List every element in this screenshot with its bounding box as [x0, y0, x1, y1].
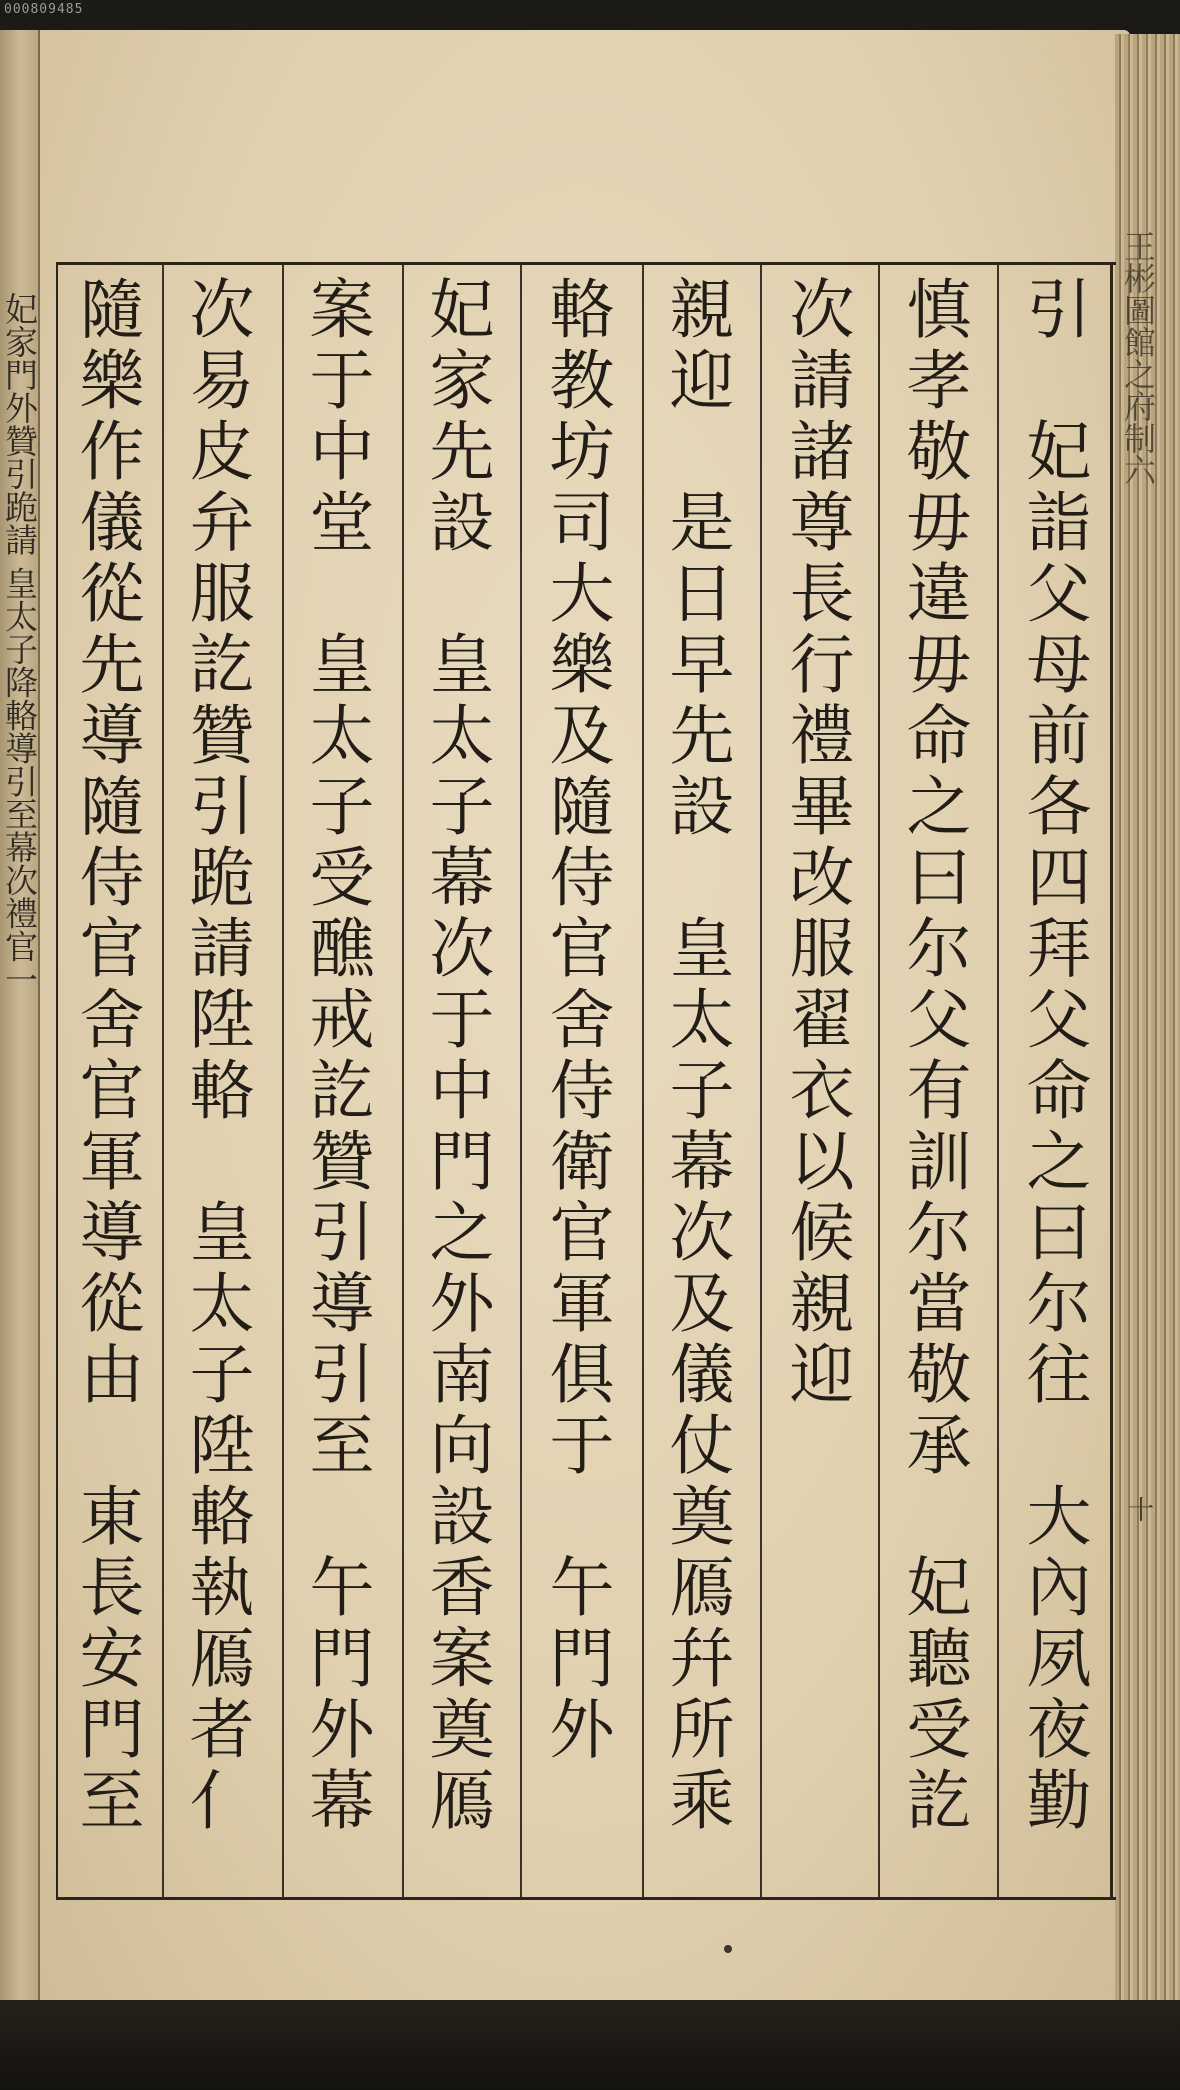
next-page-margin-print: 王彬圖館之府制六 — [1119, 230, 1157, 486]
column-divider — [997, 265, 999, 1897]
text-column-6: 妃家先設 皇太子幕次于中門之外南向設香案奠鴈 — [418, 275, 493, 1837]
column-divider — [760, 265, 762, 1897]
text-column-5: 輅教坊司大樂及隨侍官舍侍衛官軍俱于 午門外 — [538, 275, 613, 1766]
text-column-9: 隨樂作儀從先導隨侍官舍官軍導從由 東長安門至 — [68, 275, 143, 1837]
text-column-3: 次請諸尊長行禮畢改服翟衣以候親迎 — [778, 275, 853, 1411]
edge-mark: 十 — [1128, 1496, 1155, 1526]
column-divider — [878, 265, 880, 1897]
column-divider — [402, 265, 404, 1897]
facing-page-column: 妃家門外贊引跪請 皇太子降輅導引至幕次禮官一 — [0, 292, 39, 996]
frame-right-border — [1110, 262, 1113, 1900]
column-divider — [282, 265, 284, 1897]
text-column-2: 慎孝敬毋違毋命之曰尔父有訓尔當敬承 妃聽受訖 — [895, 275, 970, 1837]
text-column-1: 引 妃詣父母前各四拜父命之曰尔往 大內夙夜勤 — [1015, 275, 1090, 1837]
column-divider — [520, 265, 522, 1897]
ink-spot — [724, 1945, 732, 1953]
text-column-7: 案于中堂 皇太子受醮戒訖贊引導引至 午門外幕 — [298, 275, 373, 1837]
facing-page-edge — [0, 30, 40, 2040]
column-divider — [642, 265, 644, 1897]
text-column-8: 次易皮弁服訖贊引跪請陞輅 皇太子陞輅執鴈者亻 — [178, 275, 253, 1837]
column-divider — [162, 265, 164, 1897]
text-column-4: 親迎 是日早先設 皇太子幕次及儀仗奠鴈幷所乘 — [658, 275, 733, 1837]
archive-id: 000809485 — [4, 2, 84, 17]
bottom-shadow — [0, 2000, 1180, 2090]
